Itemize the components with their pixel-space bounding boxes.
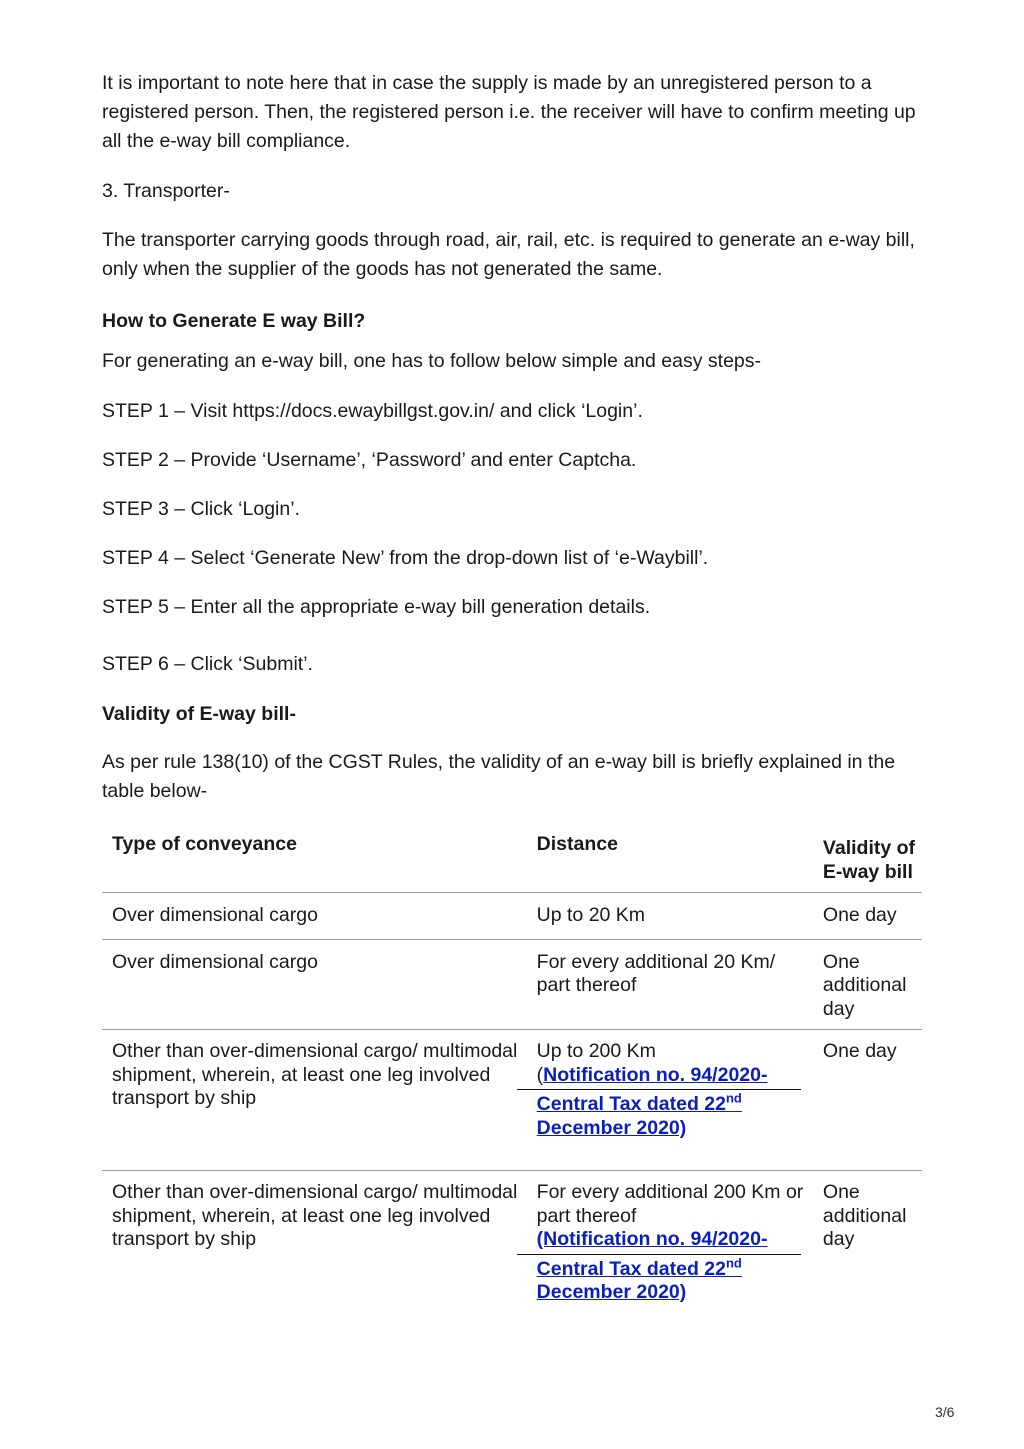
paragraph-validity-intro: As per rule 138(10) of the CGST Rules, the validity of an e-way bill is briefly explained in the table below-	[102, 751, 896, 802]
distance-text: Up to 200 Km	[536, 1040, 656, 1062]
header-distance: Distance	[527, 830, 813, 893]
distance-text: For every additional 200 Km or part thereof	[536, 1181, 804, 1227]
heading-how-to-generate: How to Generate E way Bill?	[102, 310, 366, 332]
step-6: STEP 6 – Click ‘Submit’.	[102, 653, 313, 675]
paragraph-steps-intro: For generating an e-way bill, one has to follow below simple and easy steps-	[102, 350, 762, 372]
step-4: STEP 4 – Select ‘Generate New’ from the drop-down list of ‘e-Waybill’.	[102, 547, 709, 569]
table-row	[102, 939, 922, 1030]
validity-table	[102, 830, 922, 1315]
cell-validity: One day	[813, 893, 922, 940]
cell-type: Other than over-dimensional cargo/ multimodal shipment, wherein, at least one leg involved transport by ship	[112, 1181, 518, 1250]
link-text: Central Tax dated 22	[536, 1093, 726, 1115]
notification-link[interactable]: Notification no. 94/2020-	[543, 1063, 768, 1086]
table-row	[102, 1171, 922, 1315]
link-text-date: December 2020)	[536, 1281, 687, 1303]
link-text-date: December 2020)	[536, 1116, 687, 1139]
header-validity: Validity of E-way bill	[813, 830, 922, 893]
cell-type: Other than over-dimensional cargo/ multimodal shipment, wherein, at least one leg involved transport by ship	[102, 1030, 527, 1171]
paragraph-transporter: The transporter carrying goods through road, air, rail, etc. is required to generate an e-way bill, only when the supplier of the goods has not generated the same.	[102, 229, 915, 280]
step-3: STEP 3 – Click ‘Login’.	[102, 498, 300, 520]
link-superscript: nd	[725, 1090, 742, 1106]
notification-link-line	[517, 1228, 801, 1255]
cell-type: Over dimensional cargo	[102, 893, 527, 940]
cell-distance: Up to 20 Km	[527, 893, 813, 940]
step-2: STEP 2 – Provide ‘Username’, ‘Password’ and enter Captcha.	[102, 449, 637, 471]
link-superscript: nd	[725, 1255, 742, 1270]
table-header-row	[102, 830, 922, 893]
notification-link[interactable]: (Notification no. 94/2020-	[536, 1228, 768, 1250]
header-type-of-conveyance: Type of conveyance	[102, 830, 527, 893]
paragraph-unregistered-supply: It is important to note here that in case the supply is made by an unregistered person to a registered person. Then, the registered person i.e. the receiver will have to confirm meeting up all the e-way bill compliance.	[102, 72, 916, 152]
cell-distance	[527, 1171, 813, 1315]
cell-distance	[527, 1030, 813, 1171]
page-number: 3/6	[935, 1404, 955, 1420]
paragraph-transporter-heading: 3. Transporter-	[102, 180, 230, 202]
notification-link-line	[517, 1064, 801, 1091]
heading-validity: Validity of E-way bill-	[102, 703, 296, 725]
cell-validity: One additional day	[822, 1181, 907, 1250]
link-text: Central Tax dated 22	[536, 1257, 726, 1280]
cell-type: Over dimensional cargo	[102, 939, 527, 1030]
cell-validity: One day	[813, 1030, 922, 1171]
table-row	[102, 1030, 922, 1171]
cell-validity: One additional day	[813, 939, 922, 1030]
step-5: STEP 5 – Enter all the appropriate e-way bill generation details.	[102, 596, 651, 618]
table-row	[102, 893, 922, 940]
notification-link-continued[interactable]	[536, 1255, 742, 1304]
notification-link-continued[interactable]	[536, 1090, 742, 1139]
cell-distance: For every additional 20 Km/ part thereof	[527, 939, 813, 1030]
link-open-paren: (	[536, 1063, 544, 1086]
step-1: STEP 1 – Visit https://docs.ewaybillgst.gov.in/ and click ‘Login’.	[102, 400, 643, 422]
